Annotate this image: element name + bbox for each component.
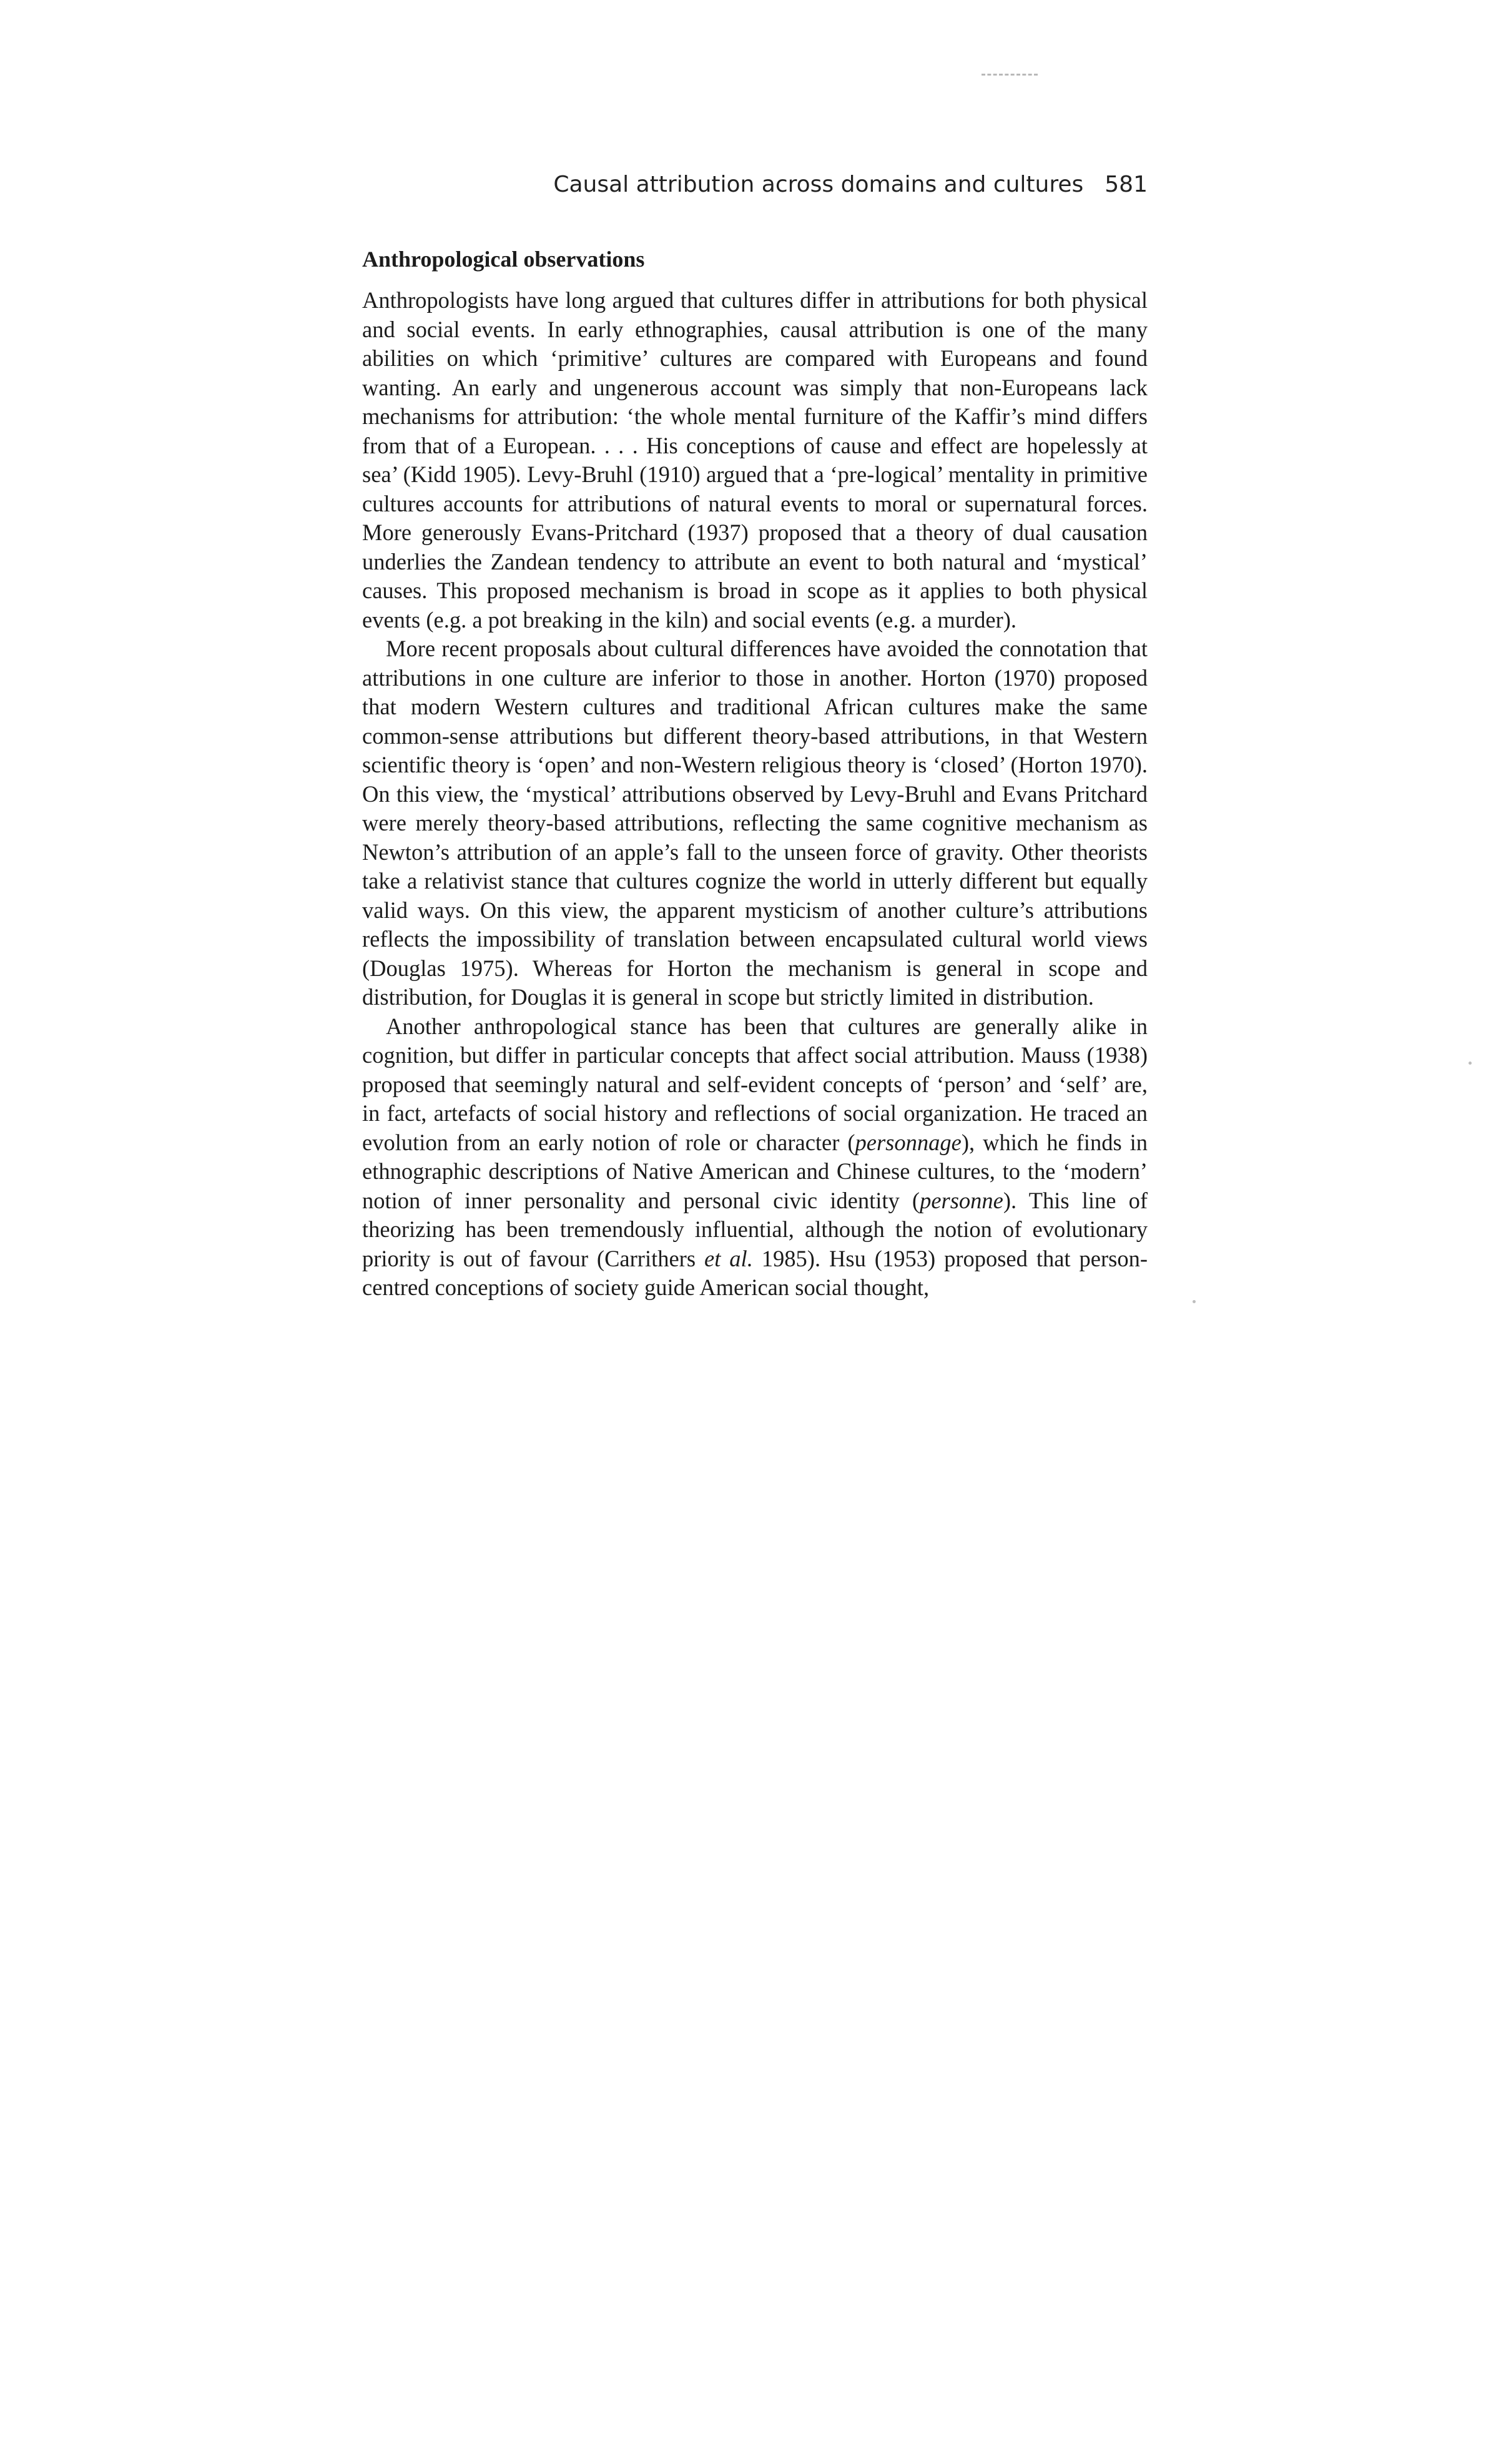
- running-head: [362, 170, 1148, 200]
- paragraph: [362, 1012, 1148, 1303]
- italic-term: et al.: [704, 1245, 753, 1271]
- page-number: 581: [1105, 172, 1148, 197]
- italic-term: personnage: [855, 1129, 962, 1155]
- paragraph-text: ), which he finds in ethnographic descriptions of Native American and Chinese cultures, to the ‘modern’ notion of inner personality and personal civic identity (: [362, 1129, 1148, 1213]
- section-heading: Anthropological observations: [362, 247, 645, 272]
- running-head-title: Causal attribution across domains and cultures: [553, 172, 1084, 197]
- paragraph-text: ). This line of theorizing has been tremendously influential, although the notion of evolutionary priority is out of favour (Carrithers: [362, 1187, 1148, 1271]
- scan-artifact-mark: [982, 74, 1038, 78]
- italic-term: personne: [920, 1187, 1003, 1213]
- paragraph-text: Another anthropological stance has been that cultures are generally alike in cognition, but differ in particular concepts that affect social attribution. Mauss (1938) proposed that seemingly natural and self-evident concepts of ‘person’ and ‘self’ are, in fact, artefacts of social history and reflections of social organization. He traced an evolution from an early notion of role or character (: [362, 1013, 1148, 1155]
- scan-artifact-dot: [1469, 1062, 1472, 1065]
- paragraph: More recent proposals about cultural differences have avoided the connotation that attributions in one culture are inferior to those in another. Horton (1970) proposed that modern Western cultures and traditional African cultures make the same common-sense attributions but different theory-based attributions, in that Western scientific theory is ‘open’ and non-Western religious theory is ‘closed’ (Horton 1970). On this view, the ‘mystical’ attributions observed by Levy-Bruhl and Evans Pritchard were merely theory-based attributions, reflecting the same cognitive mechanism as Newton’s attribution of an apple’s fall to the unseen force of gravity. Other theorists take a relativist stance that cultures cognize the world in utterly different but equally valid ways. On this view, the apparent mysticism of another culture’s attributions reflects the impossibility of translation between encapsulated cultural world views (Douglas 1975). Whereas for Horton the mechanism is general in scope and distribution, for Douglas it is general in scope but strictly limited in distribution.: [362, 636, 1148, 1010]
- scan-artifact-dot: [1193, 1300, 1196, 1303]
- paragraph: Anthropologists have long argued that cultures differ in attributions for both physical and social events. In early ethnographies, causal attribution is one of the many abilities on which ‘primitive’ cultures are compared with Europeans and found wanting. An early and ungenerous account was simply that non-Europeans lack mechanisms for attribution: ‘the whole mental furniture of the Kaffir’s mind differs from that of a European. . . . His conceptions of cause and effect are hopelessly at sea’ (Kidd 1905). Levy-Bruhl (1910) argued that a ‘pre-logical’ mentality in primitive cultures accounts for attributions of natural events to moral or supernatural forces. More generously Evans-Pritchard (1937) proposed that a theory of dual causation underlies the Zandean tendency to attribute an event to both natural and ‘mystical’ causes. This proposed mechanism is broad in scope as it applies to both physical events (e.g. a pot breaking in the kiln) and social events (e.g. a murder).: [362, 287, 1148, 633]
- body-text: [362, 245, 1148, 1303]
- paragraph-text: 1985). Hsu (1953) proposed that person-centred conceptions of society guide American social thought,: [362, 1245, 1148, 1300]
